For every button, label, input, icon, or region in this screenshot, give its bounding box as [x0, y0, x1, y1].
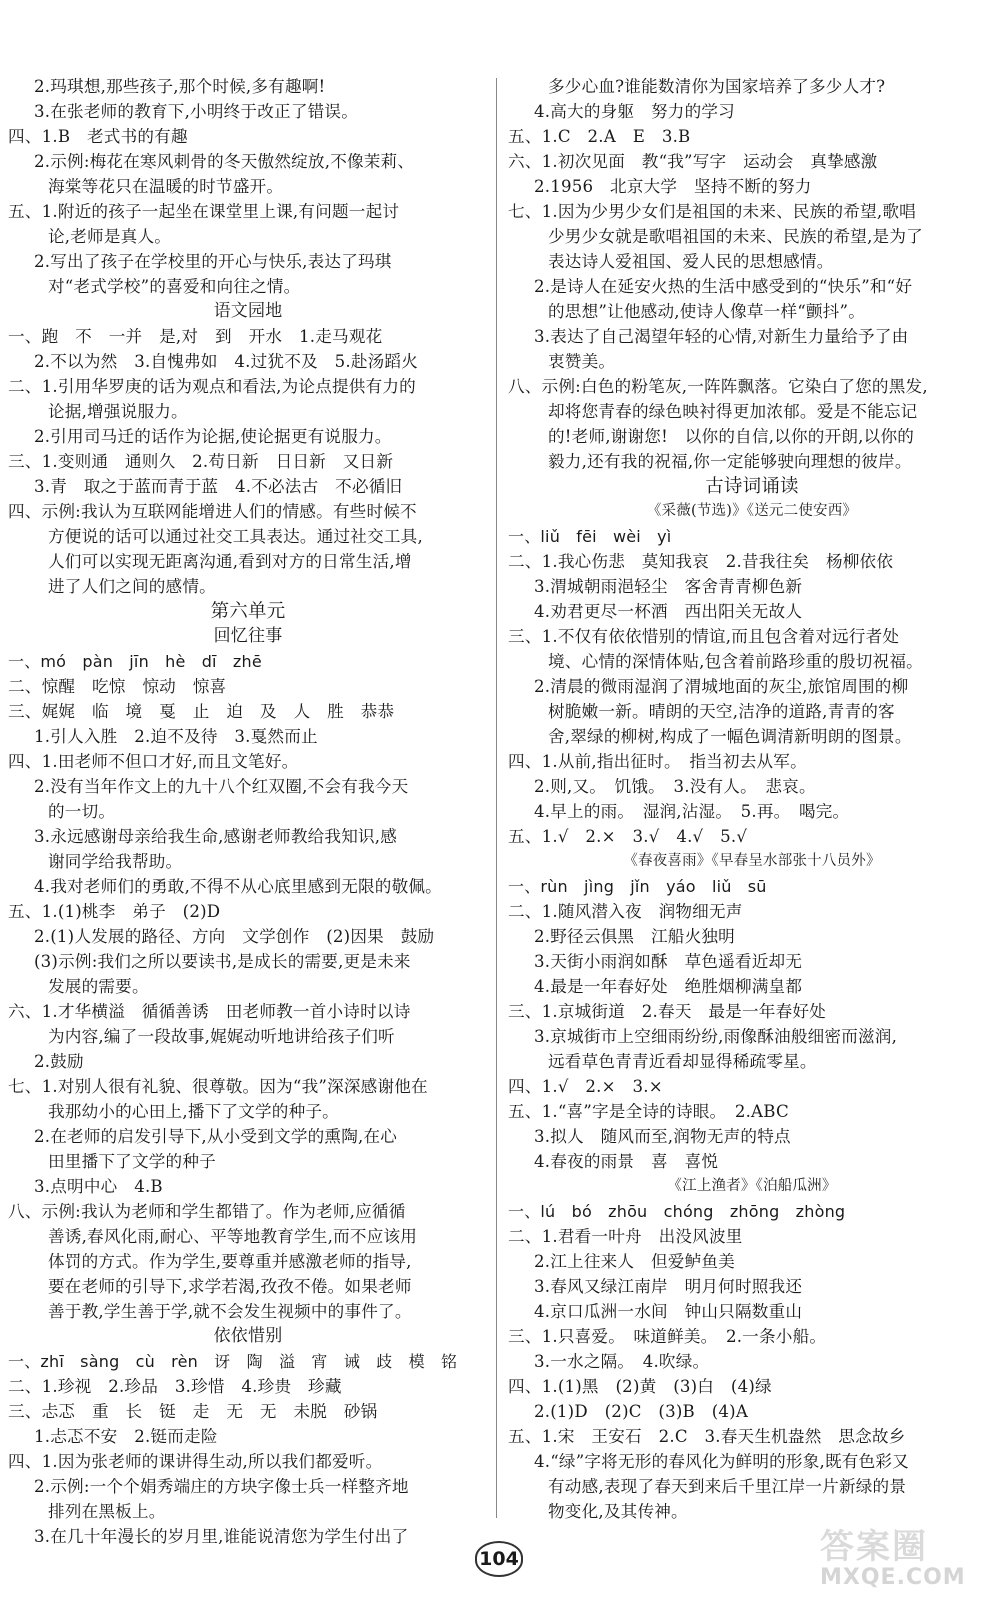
- answer-line: 3.京城街市上空细雨纷纷,雨像酥油般细密而滋润,: [534, 1027, 898, 1046]
- section-heading: 第六单元: [210, 601, 286, 622]
- answer-line: 的一切。: [48, 802, 116, 821]
- answer-line: 一、跑 不 一并 是,对 到 开水 1.走马观花: [8, 327, 383, 346]
- answer-line: 要在老师的引导下,求学若渴,孜孜不倦。如果老师: [48, 1277, 412, 1296]
- answer-line: 2.则,又。 饥饿。 3.没有人。 悲哀。: [534, 777, 816, 796]
- answer-line: 人们可以实现无距离沟通,看到对方的日常生活,增: [48, 552, 412, 571]
- answer-line: 3.在张老师的教育下,小明终于改正了错误。: [34, 102, 358, 121]
- answer-line: 少男少女就是歌唱祖国的未来、民族的希望,是为了: [548, 227, 923, 246]
- answer-line: 四、示例:我认为互联网能增进人们的情感。有些时候不: [8, 502, 417, 521]
- answer-line: 2.是诗人在延安火热的生活中感受到的“快乐”和“好: [534, 277, 913, 296]
- answer-line: 2.写出了孩子在学校里的开心与快乐,表达了玛琪: [34, 252, 392, 271]
- answer-line: 七、1.因为少男少女们是祖国的未来、民族的希望,歌唱: [508, 202, 916, 221]
- answer-line: 为内容,编了一段故事,娓娓动听地讲给孩子们听: [48, 1027, 395, 1046]
- answer-line: 八、示例:白色的粉笔灰,一阵阵飘落。它染白了您的黑发,: [508, 377, 928, 396]
- answer-line: 五、1.√ 2.× 3.√ 4.√ 5.√: [508, 827, 748, 846]
- watermark-logo: [820, 1528, 990, 1592]
- answer-line: 三、1.京城街道 2.春天 最是一年春好处: [508, 1002, 826, 1021]
- section-heading: 《采薇(节选)》《送元二使安西》: [646, 503, 858, 519]
- answer-line: 善于教,学生善于学,就不会发生视频中的事件了。: [48, 1302, 412, 1321]
- answer-line: 2.引用司马迁的话作为论据,使论据更有说服力。: [34, 427, 392, 446]
- answer-line: 境、心情的深情体贴,包含着前路珍重的殷切祝福。: [548, 652, 923, 671]
- answer-line: 一、mó pàn jīn hè dī zhē: [8, 652, 262, 671]
- answer-line: 三、1.不仅有依依惜别的情谊,而且包含着对远行者处: [508, 627, 900, 646]
- answer-line: 2.1956 北京大学 坚持不断的努力: [534, 177, 812, 196]
- answer-line: 二、1.珍视 2.珍品 3.珍惜 4.珍贵 珍藏: [8, 1377, 342, 1396]
- section-heading: 《江上渔者》《泊船瓜洲》: [667, 1178, 837, 1194]
- answer-line: 4.早上的雨。 湿润,沾湿。 5.再。 喝完。: [534, 802, 850, 821]
- answer-line: 衷赞美。: [548, 352, 616, 371]
- answer-line: 4.高大的身躯 努力的学习: [534, 102, 735, 121]
- answer-line: 3.一水之隔。 4.吹绿。: [534, 1352, 710, 1371]
- answer-line: 论据,增强说服力。: [48, 402, 188, 421]
- answer-line: 3.春风又绿江南岸 明月何时照我还: [534, 1277, 803, 1296]
- answer-line: 2.示例:梅花在寒风刺骨的冬天傲然绽放,不像茉莉、: [34, 152, 415, 171]
- answer-line: 论,老师是真人。: [48, 227, 172, 246]
- answer-line: 五、1.(1)桃李 弟子 (2)D: [8, 902, 221, 921]
- answer-line: 2.在老师的启发引导下,从小受到文学的熏陶,在心: [34, 1127, 398, 1146]
- section-heading: 古诗词诵读: [705, 476, 799, 497]
- answer-line: 四、1.√ 2.× 3.×: [508, 1077, 663, 1096]
- section-heading: 《春夜喜雨》《早春呈水部张十八员外》: [623, 853, 881, 869]
- answer-line: 2.鼓励: [34, 1052, 84, 1071]
- answer-line: 四、1.因为张老师的课讲得生动,所以我们都爱听。: [8, 1452, 383, 1471]
- answer-line: 一、lú bó zhōu chóng zhōng zhòng: [508, 1202, 846, 1221]
- answer-line: 二、1.君看一叶舟 出没风波里: [508, 1227, 743, 1246]
- answer-line: 3.点明中心 4.B: [34, 1177, 163, 1196]
- answer-line: 2.玛琪想,那些孩子,那个时候,多有趣啊!: [34, 77, 326, 96]
- section-heading: 语文园地: [213, 301, 283, 321]
- answer-line: 表达诗人爱祖国、爱人民的思想感情。: [548, 252, 834, 271]
- answer-line: 进了人们之间的感情。: [48, 577, 216, 596]
- answer-line: 三、忐忑 重 长 铤 走 无 无 未脱 砂锅: [8, 1402, 378, 1421]
- answer-line: 五、1.附近的孩子一起坐在课堂里上课,有问题一起讨: [8, 202, 400, 221]
- answer-line: 的!老师,谢谢您! 以你的自信,以你的开朗,以你的: [548, 427, 915, 446]
- column-divider: [496, 78, 497, 1518]
- answer-line: 3.拟人 随风而至,润物无声的特点: [534, 1127, 791, 1146]
- answer-line: 2.示例:一个个娟秀端庄的方块字像士兵一样整齐地: [34, 1477, 409, 1496]
- answer-line: 树脆嫩一新。晴朗的天空,洁净的道路,青青的客: [548, 702, 895, 721]
- answer-line: 远看草色青青近看却显得稀疏零星。: [548, 1052, 817, 1071]
- answer-line: 一、liǔ fēi wèi yì: [508, 527, 672, 546]
- answer-line: 善诱,春风化雨,耐心、平等地教育学生,而不应该用: [48, 1227, 418, 1246]
- answer-line: 海棠等花只在温暖的时节盛开。: [48, 177, 284, 196]
- answer-line: 2.江上往来人 但爱鲈鱼美: [534, 1252, 735, 1271]
- answer-line: 2.(1)人发展的路径、方向 文学创作 (2)因果 鼓励: [34, 927, 435, 946]
- answer-line: 体罚的方式。作为学生,要尊重并感激老师的指导,: [48, 1252, 412, 1271]
- answer-line: 六、1.初次见面 教“我”写字 运动会 真挚感激: [508, 152, 878, 171]
- left-column: [8, 74, 488, 1549]
- answer-line: 四、1.(1)黑 (2)黄 (3)白 (4)绿: [508, 1377, 772, 1396]
- answer-line: 舍,翠绿的柳树,构成了一幅色调清新明朗的图景。: [548, 727, 912, 746]
- answer-line: 八、示例:我认为老师和学生都错了。作为老师,应循循: [8, 1202, 406, 1221]
- answer-line: 3.渭城朝雨浥轻尘 客舍青青柳色新: [534, 577, 803, 596]
- answer-line: 一、zhī sàng cù rèn 讶 陶 溢 宵 诫 歧 模 铭: [8, 1352, 458, 1371]
- answer-line: 3.永远感谢母亲给我生命,感谢老师教给我知识,感: [34, 827, 398, 846]
- answer-line: 对“老式学校”的喜爱和向往之情。: [48, 277, 301, 296]
- answer-line: 方便说的话可以通过社交工具表达。通过社交工具,: [48, 527, 423, 546]
- answer-line: 1.引人入胜 2.迫不及待 3.戛然而止: [34, 727, 318, 746]
- answer-line: 发展的需要。: [48, 977, 149, 996]
- answer-line: 4.最是一年春好处 绝胜烟柳满皇都: [534, 977, 803, 996]
- answer-line: 2.清晨的微雨湿润了渭城地面的灰尘,旅馆周围的柳: [534, 677, 909, 696]
- answer-line: 物变化,及其传神。: [548, 1502, 688, 1521]
- answer-line: 的思想”让他感动,使诗人像草一样“颤抖”。: [548, 302, 866, 321]
- answer-line: 2.(1)D (2)C (3)B (4)A: [534, 1402, 749, 1421]
- answer-line: 二、1.随风潜入夜 润物细无声: [508, 902, 743, 921]
- answer-line: 谢同学给我帮助。: [48, 852, 183, 871]
- answer-line: 多少心血?谁能数清你为国家培养了多少人才?: [548, 77, 886, 96]
- answer-line: (3)示例:我们之所以要读书,是成长的需要,更是未来: [34, 952, 411, 971]
- answer-line: 五、1.宋 王安石 2.C 3.春天生机盎然 思念故乡: [508, 1427, 906, 1446]
- answer-line: 我那幼小的心田上,播下了文学的种子。: [48, 1102, 339, 1121]
- answer-line: 二、惊醒 吃惊 惊动 惊喜: [8, 677, 227, 696]
- answer-line: 3.青 取之于蓝而青于蓝 4.不必法古 不必循旧: [34, 477, 403, 496]
- answer-line: 3.在几十年漫长的岁月里,谁能说清您为学生付出了: [34, 1527, 409, 1546]
- answer-line: 4.“绿”字将无形的春风化为鲜明的形象,既有色彩又: [534, 1452, 909, 1471]
- answer-line: 七、1.对别人很有礼貌、很尊敬。因为“我”深深感谢他在: [8, 1077, 428, 1096]
- answer-line: 却将您青春的绿色映衬得更加浓郁。爱是不能忘记: [548, 402, 918, 421]
- answer-line: 3.天街小雨润如酥 草色遥看近却无: [534, 952, 803, 971]
- right-column: [508, 74, 996, 1524]
- answer-line: 1.忐忑不安 2.铤而走险: [34, 1427, 218, 1446]
- watermark-top: 答案圈: [820, 1527, 928, 1567]
- section-heading: 依依惜别: [213, 1326, 283, 1346]
- answer-line: 毅力,还有我的祝福,你一定能够驶向理想的彼岸。: [548, 452, 912, 471]
- answer-line: 一、rùn jìng jǐn yáo liǔ sū: [508, 877, 767, 896]
- answer-line: 三、娓娓 临 境 戛 止 迫 及 人 胜 恭恭: [8, 702, 395, 721]
- answer-line: 排列在黑板上。: [48, 1502, 166, 1521]
- answer-line: 4.春夜的雨景 喜 喜悦: [534, 1152, 719, 1171]
- answer-line: 4.京口瓜洲一水间 钟山只隔数重山: [534, 1302, 803, 1321]
- answer-line: 3.表达了自己渴望年轻的心情,对新生力量给予了由: [534, 327, 909, 346]
- section-heading: 回忆往事: [213, 626, 283, 646]
- answer-line: 五、1.C 2.A E 3.B: [508, 127, 691, 146]
- answer-line: 有动感,表现了春天到来后千里江岸一片新绿的景: [548, 1477, 907, 1496]
- answer-line: 4.我对老师们的勇敢,不得不从心底里感到无限的敬佩。: [34, 877, 442, 896]
- answer-line: 六、1.才华横溢 循循善诱 田老师教一首小诗时以诗: [8, 1002, 411, 1021]
- answer-line: 2.不以为然 3.自愧弗如 4.过犹不及 5.赴汤蹈火: [34, 352, 419, 371]
- answer-line: 二、1.我心伤悲 莫知我哀 2.昔我往矣 杨柳依依: [508, 552, 894, 571]
- answer-line: 三、1.只喜爱。 味道鲜美。 2.一条小船。: [508, 1327, 827, 1346]
- answer-line: 二、1.引用华罗庚的话为观点和看法,为论点提供有力的: [8, 377, 416, 396]
- answer-line: 四、1.B 老式书的有趣: [8, 127, 188, 146]
- answer-line: 四、1.田老师不但口才好,而且文笔好。: [8, 752, 299, 771]
- answer-line: 2.没有当年作文上的九十八个红双圈,不会有我今天: [34, 777, 409, 796]
- answer-line: 三、1.变则通 通则久 2.苟日新 日日新 又日新: [8, 452, 394, 471]
- page-number: 104: [475, 1541, 523, 1577]
- watermark-bottom: MXQE.COM: [820, 1565, 966, 1590]
- answer-line: 田里播下了文学的种子: [48, 1152, 216, 1171]
- answer-line: 四、1.从前,指出征时。 指当初去从军。: [508, 752, 807, 771]
- answer-line: 2.野径云俱黑 江船火独明: [534, 927, 735, 946]
- answer-line: 五、1.“喜”字是全诗的诗眼。 2.ABC: [508, 1102, 789, 1121]
- answer-line: 4.劝君更尽一杯酒 西出阳关无故人: [534, 602, 803, 621]
